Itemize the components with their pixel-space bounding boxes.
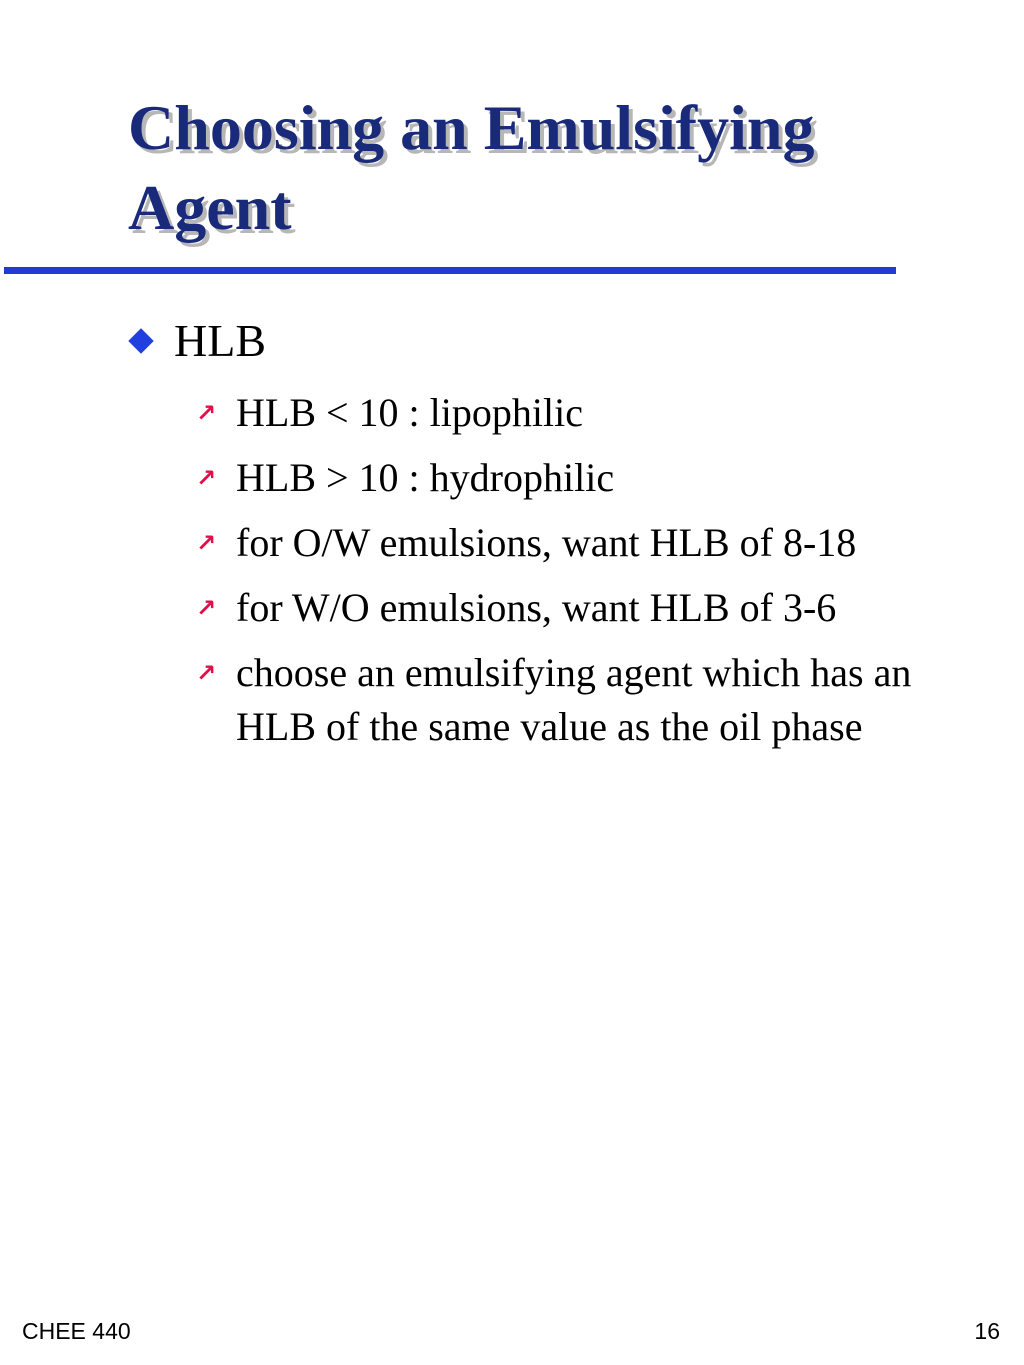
sub-bullet-text: HLB < 10 : lipophilic: [236, 390, 583, 435]
sub-bullet-item: [196, 581, 986, 635]
sub-bullet-list: [196, 386, 986, 765]
sub-bullet-item: [196, 386, 986, 440]
diamond-bullet-icon: [128, 328, 153, 353]
sub-bullet-text: for O/W emulsions, want HLB of 8-18: [236, 520, 857, 565]
sub-bullet-text: HLB > 10 : hydrophilic: [236, 455, 615, 500]
slide-title: Choosing an Emulsifying Agent: [128, 92, 815, 243]
sub-bullet-item: [196, 451, 986, 505]
arrow-up-right-icon: ↗: [196, 659, 217, 687]
arrow-up-right-icon: ↗: [196, 529, 217, 557]
sub-bullet-text: for W/O emulsions, want HLB of 3-6: [236, 585, 837, 630]
footer-page-number: 16: [974, 1318, 1000, 1344]
sub-bullet-item: [196, 646, 986, 754]
arrow-up-right-icon: ↗: [196, 594, 217, 622]
title-divider: [4, 267, 896, 274]
arrow-up-right-icon: ↗: [196, 399, 217, 427]
bullet-hlb: [126, 314, 266, 368]
sub-bullet-text: choose an emulsifying agent which has an HLB of the same value as the oil phase: [236, 650, 912, 749]
sub-bullet-item: [196, 516, 986, 570]
footer-course: CHEE 440: [22, 1318, 131, 1344]
bullet-text: HLB: [174, 315, 266, 366]
arrow-up-right-icon: ↗: [196, 464, 217, 492]
